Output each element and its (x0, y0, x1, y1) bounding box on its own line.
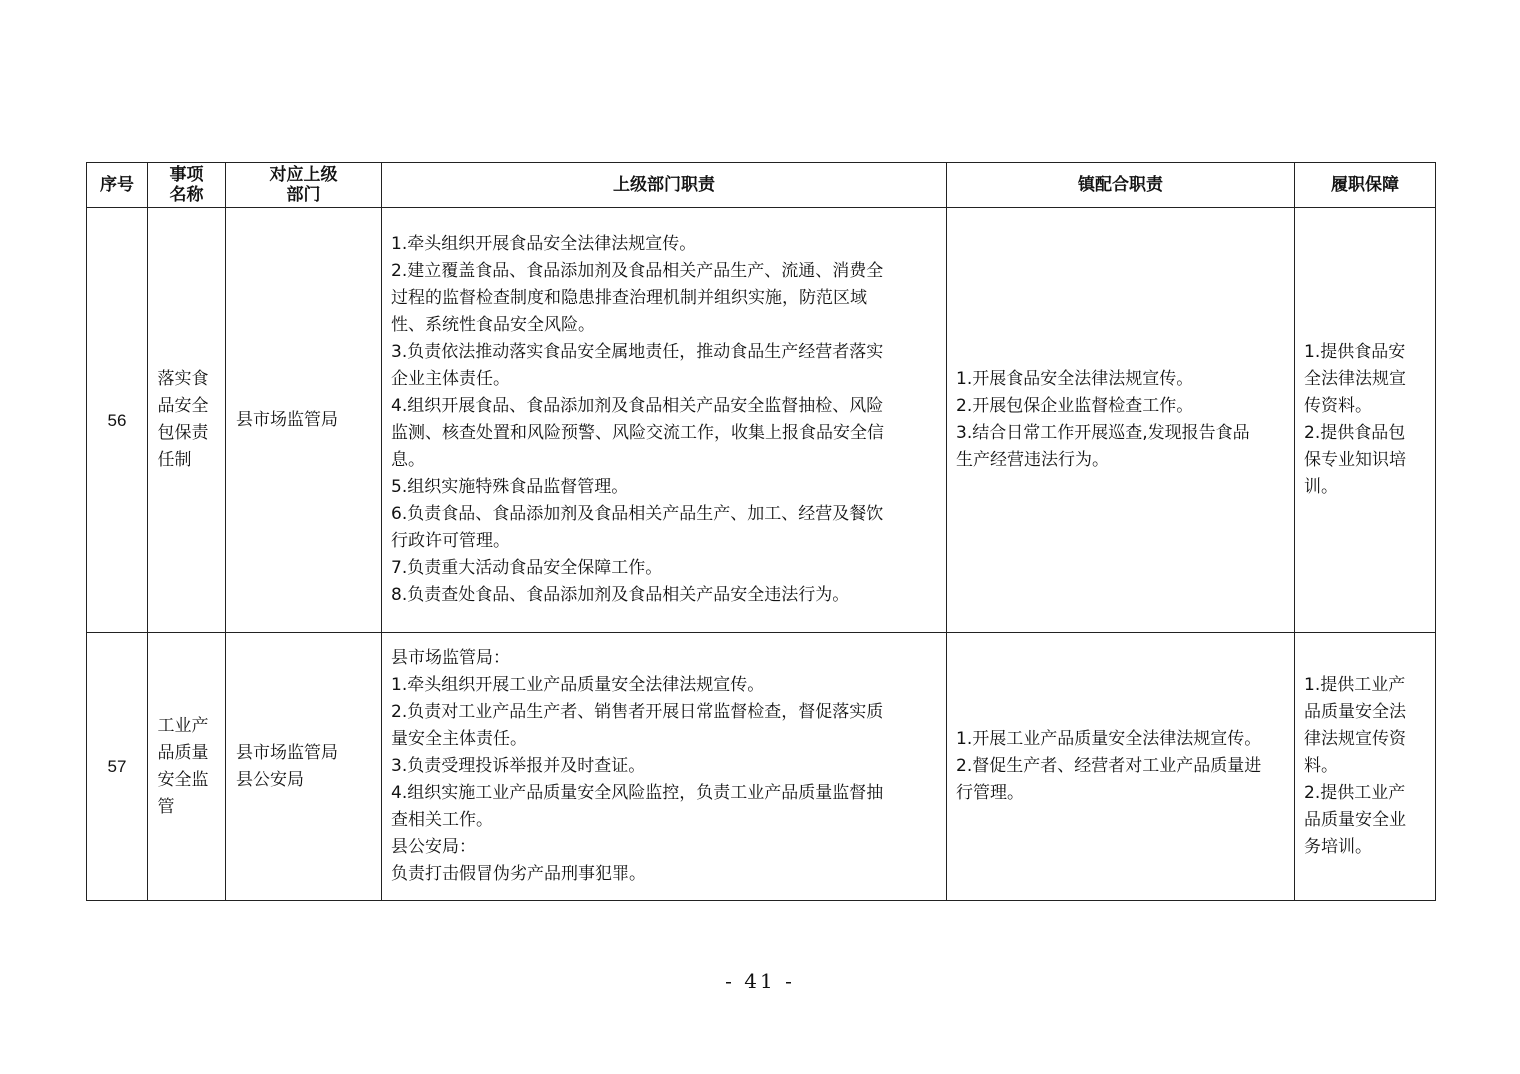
town-duty-line: 1.开展工业产品质量安全法律法规宣传。 (956, 729, 1262, 749)
duty-line: 量安全主体责任。 (391, 729, 527, 749)
header-guarantee: 履职保障 (1295, 163, 1436, 208)
duty-line: 负责打击假冒伪劣产品刑事犯罪。 (391, 864, 646, 884)
table-row (87, 208, 1436, 633)
guarantee-line: 2.提供食品包 (1304, 423, 1406, 443)
duty-line: 6.负责食品、食品添加剂及食品相关产品生产、加工、经营及餐饮 (391, 504, 884, 524)
duty-line: 过程的监督检查制度和隐患排查治理机制并组织实施，防范区域 (391, 288, 867, 308)
guarantee-line: 务培训。 (1304, 837, 1372, 857)
duty-line: 2.建立覆盖食品、食品添加剂及食品相关产品生产、流通、消费全 (391, 261, 884, 281)
item-name: 工业产品质量安全监管 (157, 715, 209, 817)
town-duty-line: 3.结合日常工作开展巡查,发现报告食品 (956, 423, 1250, 443)
item-name-cell (148, 208, 226, 633)
duty-line: 监测、核查处置和风险预警、风险交流工作，收集上报食品安全信 (391, 423, 884, 443)
table-row (87, 633, 1436, 901)
header-superior-dept (226, 163, 382, 208)
duty-line: 2.负责对工业产品生产者、销售者开展日常监督检查，督促落实质 (391, 702, 884, 722)
superior-dept-cell (226, 208, 382, 633)
town-duty-line: 生产经营违法行为。 (956, 450, 1109, 470)
town-duty-line: 2.督促生产者、经营者对工业产品质量进 (956, 756, 1262, 776)
header-item-name (148, 163, 226, 208)
duty-line: 1.牵头组织开展食品安全法律法规宣传。 (391, 234, 697, 254)
superior-dept: 县市场监管局 (236, 409, 338, 430)
duty-line: 企业主体责任。 (391, 369, 510, 389)
town-duty-line: 行管理。 (956, 783, 1024, 803)
town-duty-cell (947, 208, 1295, 633)
guarantee-line: 全法律法规宣 (1304, 369, 1406, 389)
row-number: 57 (87, 633, 148, 901)
duty-line: 1.牵头组织开展工业产品质量安全法律法规宣传。 (391, 675, 765, 695)
duty-line: 行政许可管理。 (391, 531, 510, 551)
town-duty-cell (947, 633, 1295, 901)
guarantee-line: 传资料。 (1304, 396, 1372, 416)
superior-duty-cell (382, 208, 947, 633)
duty-line: 4.组织开展食品、食品添加剂及食品相关产品安全监督抽检、风险 (391, 396, 884, 416)
header-item-name-line: 事项 (169, 165, 204, 184)
header-superior-dept-line: 对应上级 (269, 165, 338, 184)
guarantee-cell (1295, 633, 1436, 901)
guarantee-line: 1.提供工业产 (1304, 675, 1406, 695)
duty-line: 8.负责查处食品、食品添加剂及食品相关产品安全违法行为。 (391, 585, 850, 605)
responsibility-table (86, 162, 1436, 901)
duty-line: 5.组织实施特殊食品监督管理。 (391, 477, 629, 497)
guarantee-line: 1.提供食品安 (1304, 342, 1406, 362)
guarantee-line: 料。 (1304, 756, 1338, 776)
header-superior-dept-line: 部门 (286, 185, 321, 204)
item-name: 落实食品安全包保责任制 (157, 369, 209, 470)
header-item-name-line: 名称 (169, 185, 204, 204)
header-town-duty: 镇配合职责 (947, 163, 1295, 208)
guarantee-line: 保专业知识培 (1304, 450, 1406, 470)
town-duty-line: 1.开展食品安全法律法规宣传。 (956, 369, 1194, 389)
row-number: 56 (87, 208, 148, 633)
duty-line: 查相关工作。 (391, 810, 493, 830)
duty-line: 4.组织实施工业产品质量安全风险监控，负责工业产品质量监督抽 (391, 783, 884, 803)
header-superior-duty: 上级部门职责 (382, 163, 947, 208)
guarantee-cell (1295, 208, 1436, 633)
guarantee-line: 品质量安全业 (1304, 810, 1406, 830)
superior-dept: 县公安局 (236, 769, 304, 790)
duty-line: 3.负责依法推动落实食品安全属地责任，推动食品生产经营者落实 (391, 342, 884, 362)
header-no: 序号 (87, 163, 148, 208)
guarantee-line: 律法规宣传资 (1304, 729, 1406, 749)
page-number: - 41 - (725, 969, 795, 993)
item-name-cell (148, 633, 226, 901)
duty-line: 县公安局： (391, 837, 476, 857)
guarantee-line: 品质量安全法 (1304, 702, 1406, 722)
guarantee-line: 2.提供工业产 (1304, 783, 1406, 803)
duty-line: 性、系统性食品安全风险。 (391, 315, 595, 335)
table-header-row (87, 163, 1436, 208)
superior-duty-cell (382, 633, 947, 901)
duty-line: 7.负责重大活动食品安全保障工作。 (391, 558, 663, 578)
superior-dept-cell (226, 633, 382, 901)
guarantee-line: 训。 (1304, 477, 1338, 497)
duty-line: 县市场监管局： (391, 648, 510, 668)
duty-line: 息。 (391, 450, 425, 470)
town-duty-line: 2.开展包保企业监督检查工作。 (956, 396, 1194, 416)
superior-dept: 县市场监管局 (236, 742, 338, 763)
duty-line: 3.负责受理投诉举报并及时查证。 (391, 756, 646, 776)
